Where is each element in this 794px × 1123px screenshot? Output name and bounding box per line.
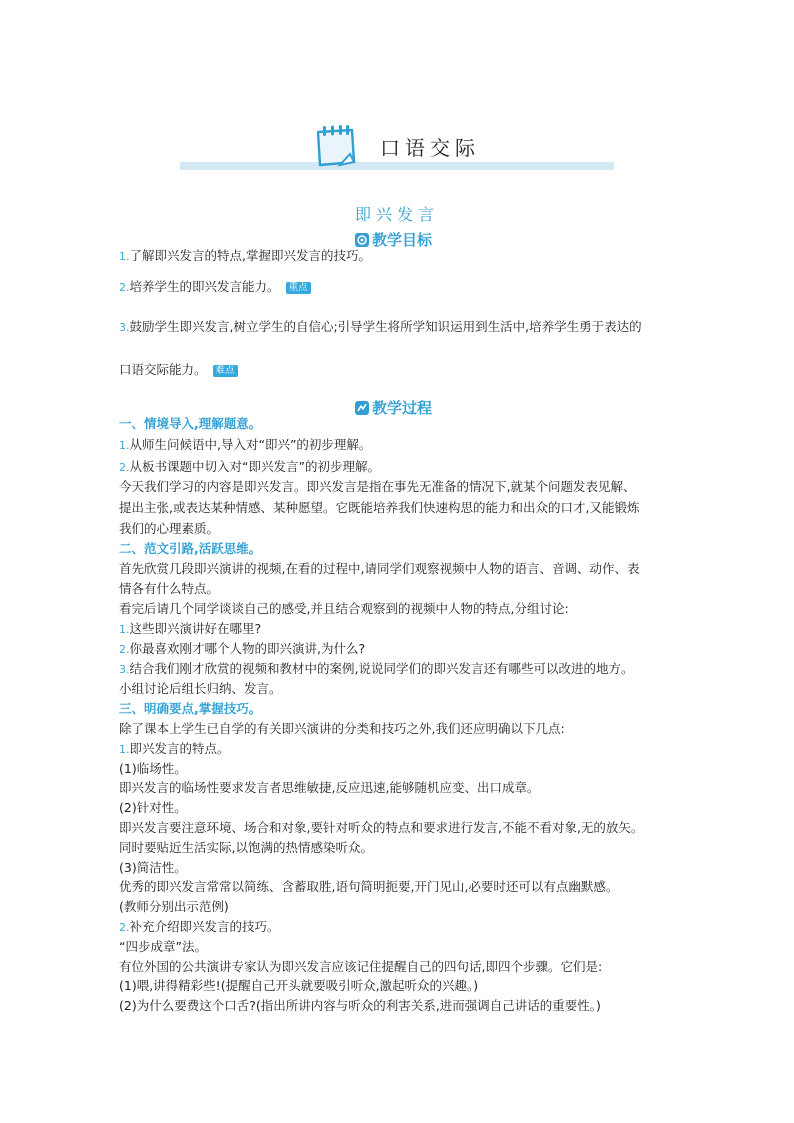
- process-heading-label: 教学过程: [372, 399, 433, 417]
- section-2-paragraph-2: 看完后请几个同学谈谈自己的感受,并且结合观察到的视频中人物的特点,分组讨论:: [119, 601, 569, 616]
- process-heading: [355, 397, 432, 418]
- section-3-point-1: 1.即兴发言的特点。: [119, 741, 230, 756]
- target-icon: [355, 233, 369, 247]
- section-3-step-2: (2)为什么要费这个口舌?(指出所讲内容与听众的利害关系,进而强调自己讲话的重要性。): [119, 998, 601, 1013]
- section-1-paragraph-line-3: 我们的心理素质。: [119, 521, 220, 536]
- section-1-item-2: 2.从板书课题中切入对“即兴发言”的初步理解。: [119, 459, 380, 474]
- process-icon: [355, 401, 369, 415]
- key-point-badge: 重点: [286, 282, 311, 294]
- section-1-item-1: 1.从师生问候语中,导入对“即兴”的初步理解。: [119, 437, 372, 452]
- section-2-paragraph-1-line-2: 情各有什么特点。: [119, 581, 220, 596]
- section-3-sub-2-text-line-1: 即兴发言要注意环境、场合和对象,要针对听众的特点和要求进行发言,不能不看对象,无的放矢。: [119, 820, 644, 835]
- lesson-title: 即兴发言: [354, 205, 439, 224]
- header-bar: [180, 162, 614, 170]
- section-2-item-3: 3.结合我们刚才欣赏的视频和教材中的案例,说说同学们的即兴发言还有哪些可以改进的地方。: [119, 661, 634, 676]
- section-2-item-2: 2.你最喜欢刚才哪个人物的即兴演讲,为什么?: [119, 641, 366, 656]
- section-2-paragraph-1-line-1: 首先欣赏几段即兴演讲的视频,在看的过程中,请同学们观察视频中人物的语言、音调、动作、表: [119, 561, 640, 576]
- section-3-sub-2-text-line-2: 同时要贴近生活实际,以饱满的热情感染听众。: [119, 840, 373, 855]
- section-2-item-1: 1.这些即兴演讲好在哪里?: [119, 621, 262, 636]
- section-3-sub-1: (1)临场性。: [119, 761, 187, 776]
- objective-item-2: 2.培养学生的即兴发言能力。 重点: [119, 278, 311, 297]
- section-3-sub-3: (3)简洁性。: [119, 860, 187, 875]
- section-1-paragraph-line-1: 今天我们学习的内容是即兴发言。即兴发言是指在事先无准备的情况下,就某个问题发表见解、: [119, 479, 636, 494]
- section-3-sub-2: (2)针对性。: [119, 800, 187, 815]
- section-3-note: (教师分别出示范例): [119, 899, 229, 914]
- section-3-method-intro: 有位外国的公共演讲专家认为即兴发言应该记住提醒自己的四句话,即四个步骤。它们是:: [119, 959, 603, 974]
- section-3-sub-1-text: 即兴发言的临场性要求发言者思维敏捷,反应迅速,能够随机应变、出口成章。: [119, 780, 540, 795]
- section-1-paragraph-line-2: 提出主张,或表达某种情感、某种愿望。它既能培养我们快速构思的能力和出众的口才,又能锻炼: [119, 500, 640, 515]
- notebook-icon: [312, 124, 358, 168]
- objectives-heading-label: 教学目标: [372, 231, 433, 249]
- objective-item-3: 3.鼓励学生即兴发言,树立学生的自信心;引导学生将所学知识运用到生活中,培养学生勇于表达的: [119, 319, 642, 334]
- section-3-method: “四步成章”法。: [119, 939, 207, 954]
- section-3-title: 三、明确要点,掌握技巧。: [119, 701, 262, 716]
- section-2-closing: 小组讨论后组长归纳、发言。: [119, 681, 282, 696]
- section-3-sub-3-text: 优秀的即兴发言常常以简练、含蓄取胜,语句简明扼要,开门见山,必要时还可以有点幽默感。: [119, 879, 619, 894]
- header: [180, 120, 614, 172]
- objective-item-1: 1.了解即兴发言的特点,掌握即兴发言的技巧。: [119, 248, 371, 263]
- section-3-intro: 除了课本上学生已自学的有关即兴演讲的分类和技巧之外,我们还应明确以下几点:: [119, 721, 565, 736]
- difficulty-badge: 难点: [213, 365, 238, 377]
- section-1-title: 一、情境导入,理解题意。: [119, 416, 262, 431]
- page-title: 口语交际: [380, 136, 480, 160]
- section-3-step-1: (1)喂,讲得精彩些!(提醒自己开头就要吸引听众,激起听众的兴趣。): [119, 978, 479, 993]
- section-2-title: 二、范文引路,活跃思维。: [119, 541, 262, 556]
- objective-item-3-continuation: 口语交际能力。 难点: [119, 361, 238, 379]
- section-3-point-2: 2.补充介绍即兴发言的技巧。: [119, 919, 280, 934]
